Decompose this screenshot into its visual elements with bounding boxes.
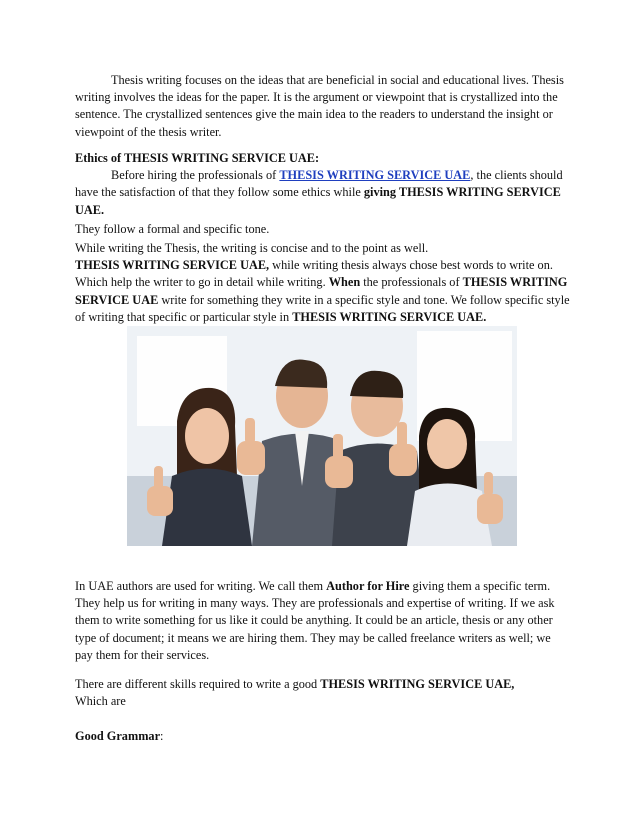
- ethics-paragraph: [75, 167, 570, 219]
- ethics-text-2: , the clients should have the satisfaction of that they follow some ethics while: [75, 168, 563, 200]
- author-for-hire-bold: Author for Hire: [326, 579, 410, 593]
- intro-paragraph: [75, 72, 570, 141]
- style-text-2: the professionals of: [360, 275, 463, 290]
- thesis-service-link[interactable]: THESIS WRITING SERVICE UAE: [279, 168, 471, 183]
- grammar-bold: Good Grammar: [75, 729, 161, 743]
- grammar-line: [75, 728, 570, 745]
- intro-text: Thesis writing focuses on the ideas that are beneficial in social and educational lives. Thesis writing involves the ideas for the paper. It is the argument or viewpoint that is crystallized into the sentence. The crystallized sentences give the main idea to the readers to understand the insight or viewpoint of the thesis writer.: [75, 73, 564, 139]
- style-bold-2: When: [328, 275, 361, 290]
- authors-text: [75, 578, 570, 664]
- ethics-bold-1: giving THESIS WRITING SERVICE UAE.: [75, 185, 561, 217]
- authors-paragraph: [75, 578, 570, 664]
- concise-line: While writing the Thesis, the writing is concise and to the point as well.: [75, 241, 429, 256]
- team-photo-illustration: [127, 326, 517, 546]
- grammar-heading: [75, 728, 570, 745]
- team-thumbs-up-photo: [127, 326, 517, 546]
- skills-paragraph: [75, 676, 570, 710]
- ethics-heading-text: Ethics of THESIS WRITING SERVICE UAE:: [75, 151, 320, 165]
- skills-line: [75, 676, 570, 693]
- style-text-1: while writing thesis always chose best words to write on. Which help the writer to go in detail while writing.: [75, 258, 553, 290]
- grammar-colon: :: [160, 729, 164, 743]
- skills-bold: THESIS WRITING SERVICE UAE,: [320, 677, 515, 691]
- style-bold-4: THESIS WRITING SERVICE UAE.: [292, 309, 487, 324]
- style-text-3: write for something they write in a specific style and tone. We follow specific style of writing that specific or particular style in: [75, 292, 570, 324]
- style-bold-3: THESIS WRITING SERVICE UAE: [75, 275, 568, 307]
- ethics-section: [75, 150, 570, 326]
- which-are-line: Which are: [75, 694, 126, 709]
- authors-text-2: giving them a specific term. They help us for writing in many ways. They are professionals and expertise of writing. If we ask them to write something for us like it could be anything. It could be an article, thesis or any other type of document; it means we are hiring them. They may be called freelance writers as well; we pay them for their services.: [75, 579, 555, 662]
- style-bold-1: THESIS WRITING SERVICE UAE,: [75, 258, 270, 273]
- style-paragraph: [75, 257, 570, 326]
- authors-text-1: In UAE authors are used for writing. We call them: [75, 579, 327, 593]
- skills-text: There are different skills required to write a good: [75, 677, 321, 691]
- ethics-text-1: Before hiring the professionals of: [111, 168, 280, 183]
- ethics-heading: [75, 150, 570, 167]
- tone-line: They follow a formal and specific tone.: [75, 221, 270, 236]
